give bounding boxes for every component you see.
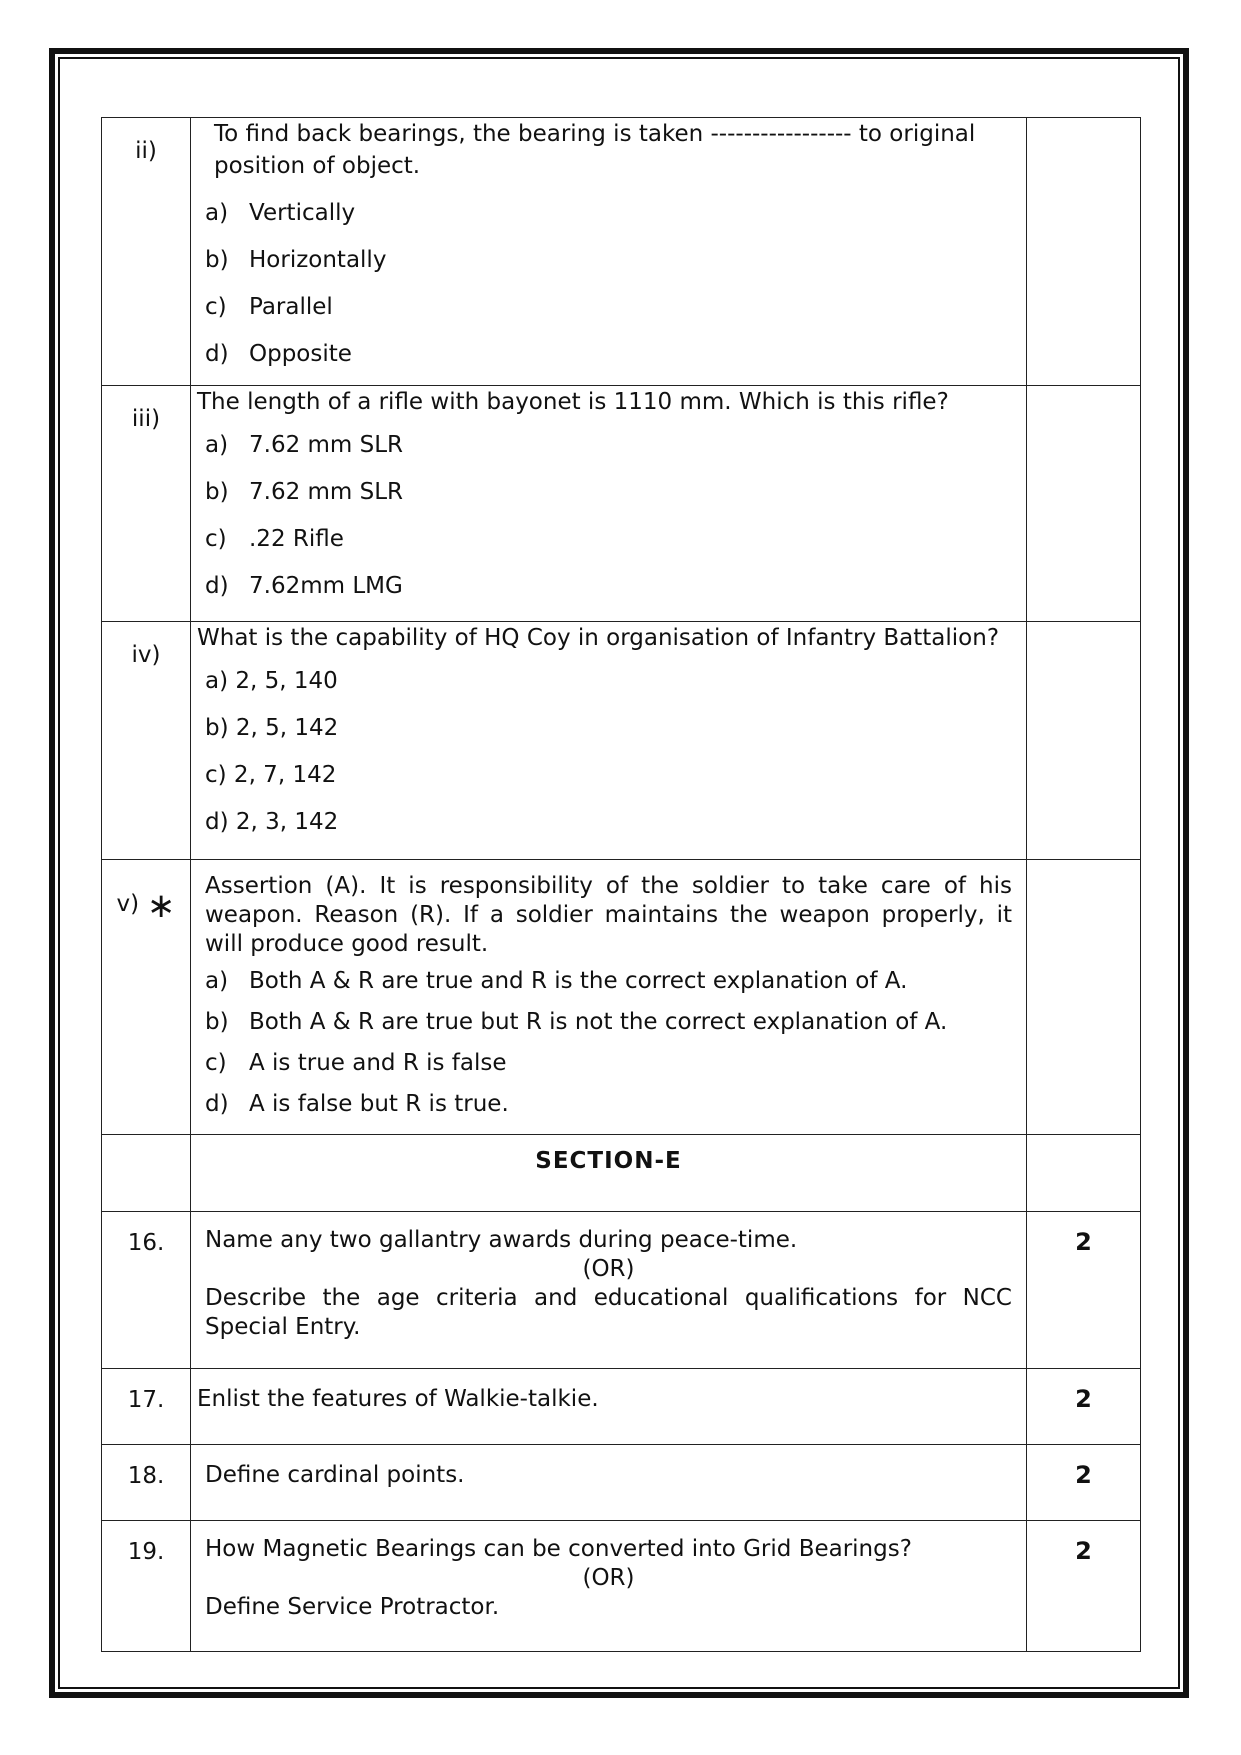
option: c) 2, 7, 142 (205, 762, 337, 788)
option: a) Vertically (205, 200, 356, 226)
question-text: Name any two gallantry awards during peace-time. (205, 1227, 798, 1253)
option: d) Opposite (205, 341, 352, 367)
option: b) Horizontally (205, 247, 387, 273)
question-row (102, 1521, 1141, 1652)
marks: 2 (1027, 1445, 1141, 1521)
question-stem: To find back bearings, the bearing is taken ----------------- to original position of object. (214, 121, 976, 179)
marks: 2 (1027, 1521, 1141, 1652)
option: a) Both A & R are true and R is the correct explanation of A. (205, 968, 908, 994)
question-table (101, 117, 1141, 1652)
question-text: Describe the age criteria and educational qualifications for NCC Special Entry. (205, 1285, 1012, 1340)
option: c) .22 Rifle (205, 526, 344, 552)
question-text: How Magnetic Bearings can be converted into Grid Bearings? (205, 1536, 912, 1562)
question-number: iv) (102, 622, 191, 860)
option: c) Parallel (205, 294, 333, 320)
question-number: 19. (102, 1521, 191, 1652)
marks-cell (1027, 118, 1141, 386)
option: b) 2, 5, 142 (205, 715, 339, 741)
or-label: (OR) (582, 1256, 635, 1282)
option: b) 7.62 mm SLR (205, 479, 404, 505)
marks-cell (1027, 860, 1141, 1135)
marks-cell (1027, 622, 1141, 860)
question-number: 18. (102, 1445, 191, 1521)
option: c) A is true and R is false (205, 1050, 507, 1076)
question-number: v) ∗ (102, 860, 191, 1135)
or-label: (OR) (582, 1565, 635, 1591)
question-row (102, 860, 1141, 1135)
question-number: iii) (102, 386, 191, 622)
question-body (191, 1521, 1027, 1652)
question-row (102, 1445, 1141, 1521)
question-number: ii) (102, 118, 191, 386)
option: a) 7.62 mm SLR (205, 432, 404, 458)
question-text: Define cardinal points. (191, 1445, 1027, 1521)
section-row (102, 1135, 1141, 1212)
marks-cell (1027, 386, 1141, 622)
question-number: 16. (102, 1212, 191, 1369)
question-row (102, 1212, 1141, 1369)
marks: 2 (1027, 1212, 1141, 1369)
question-row (102, 1369, 1141, 1445)
question-row (102, 386, 1141, 622)
option: b) Both A & R are true but R is not the correct explanation of A. (205, 1009, 948, 1035)
question-body (191, 860, 1027, 1135)
marks: 2 (1027, 1369, 1141, 1445)
question-stem: What is the capability of HQ Coy in organisation of Infantry Battalion? (197, 625, 1000, 651)
question-body (191, 118, 1027, 386)
question-stem: Assertion (A). It is responsibility of the soldier to take care of his weapon. Reason (R). If a soldier maintains the weapon properly, it will produce good result. (205, 873, 1012, 957)
option: d) 2, 3, 142 (205, 809, 339, 835)
question-stem: The length of a rifle with bayonet is 1110 mm. Which is this rifle? (197, 389, 949, 415)
question-text: Define Service Protractor. (205, 1594, 500, 1620)
question-row (102, 622, 1141, 860)
question-body (191, 386, 1027, 622)
question-row (102, 118, 1141, 386)
question-text: Enlist the features of Walkie-talkie. (191, 1369, 1027, 1445)
question-number: 17. (102, 1369, 191, 1445)
section-title: SECTION-E (191, 1135, 1027, 1212)
question-body (191, 622, 1027, 860)
option: d) A is false but R is true. (205, 1091, 509, 1117)
asterisk-icon: ∗ (147, 886, 176, 926)
option: d) 7.62mm LMG (205, 573, 403, 599)
option: a) 2, 5, 140 (205, 668, 338, 694)
question-body (191, 1212, 1027, 1369)
